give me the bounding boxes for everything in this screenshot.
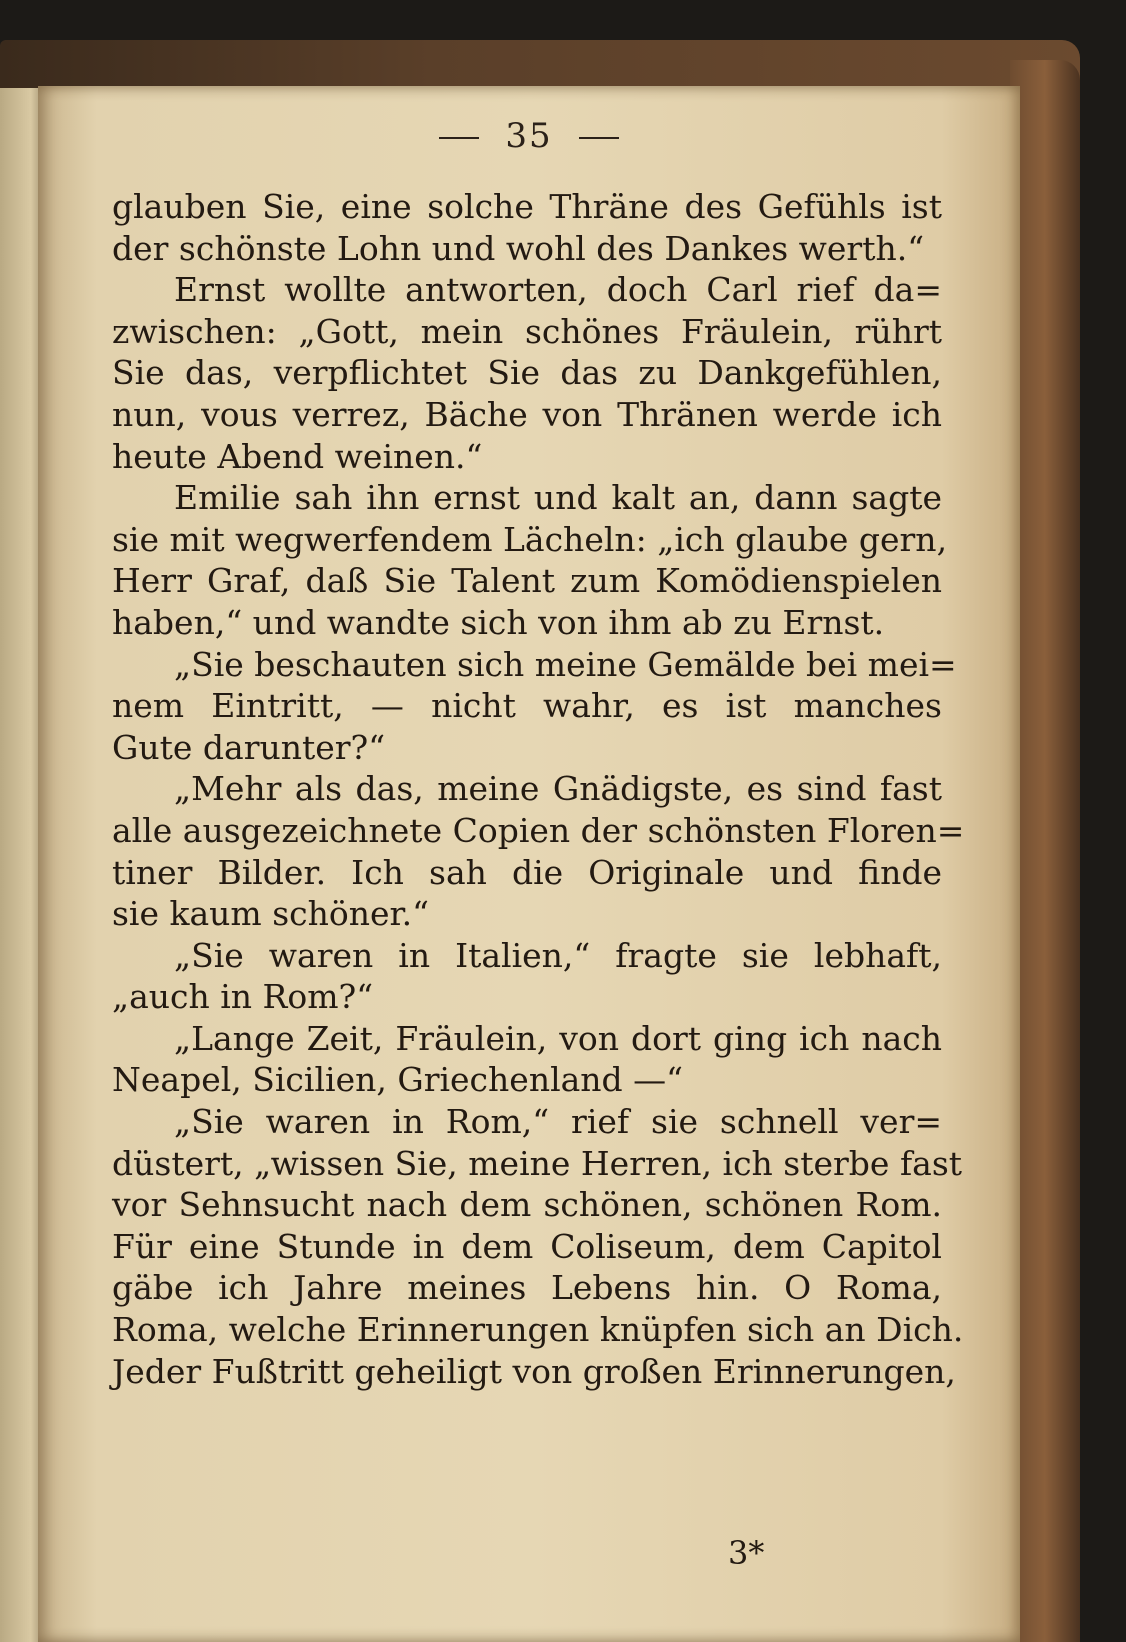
text-line: heute Abend weinen.“ [112, 436, 483, 476]
text-line: Sie das, verpflichtet Sie das zu Dankgefühlen, [112, 353, 942, 393]
text-line: der schönste Lohn und wohl des Dankes werth.“ [112, 228, 925, 268]
page-number: 35 [505, 116, 553, 156]
text-line: vor Sehnsucht nach dem schönen, schönen Rom. [112, 1185, 942, 1225]
book-spine-edge [1010, 60, 1080, 1642]
text-line: Neapel, Sicilien, Griechenland —“ [112, 1060, 684, 1100]
text-line: „Sie beschauten sich meine Gemälde bei mei= [174, 644, 957, 684]
text-line: tiner Bilder. Ich sah die Originale und finde [112, 852, 942, 892]
text-line: sie kaum schöner.“ [112, 894, 430, 934]
text-line: „Sie waren in Italien,“ fragte sie lebhaft, [174, 935, 942, 975]
text-line: Gute darunter?“ [112, 727, 386, 767]
text-line: Ernst wollte antworten, doch Carl rief da= [174, 270, 942, 310]
page-text [112, 186, 965, 1392]
text-line: zwischen: „Gott, mein schönes Fräulein, rührt [112, 311, 942, 351]
text-line: glauben Sie, eine solche Thräne des Gefühls ist [112, 187, 942, 226]
text-line: „Sie waren in Rom,“ rief sie schnell ver= [174, 1102, 942, 1142]
header-dash-left [439, 137, 479, 139]
text-line: Emilie sah ihn ernst und kalt an, dann sagte [174, 478, 942, 518]
text-line: Jeder Fußtritt geheiligt von großen Erinnerungen, [112, 1351, 956, 1391]
text-line: haben,“ und wandte sich von ihm ab zu Ernst. [112, 602, 885, 642]
signature-mark: 3* [728, 1534, 765, 1572]
text-line: nem Eintritt, — nicht wahr, es ist manches [112, 686, 942, 726]
text-line: „auch in Rom?“ [112, 977, 374, 1017]
text-line: „Mehr als das, meine Gnädigste, es sind fast [174, 769, 942, 809]
text-line: „Lange Zeit, Fräulein, von dort ging ich nach [174, 1018, 942, 1058]
text-line: sie mit wegwerfendem Lächeln: „ich glaube gern, [112, 519, 948, 559]
text-line: alle ausgezeichnete Copien der schönsten Floren= [112, 810, 965, 850]
page-header [38, 116, 1020, 156]
book-page [38, 86, 1020, 1642]
text-line: nun, vous verrez, Bäche von Thränen werde ich [112, 394, 942, 434]
text-line: Roma, welche Erinnerungen knüpfen sich an Dich. [112, 1310, 964, 1350]
text-line: Herr Graf, daß Sie Talent zum Komödienspielen [112, 561, 942, 601]
header-dash-right [579, 137, 619, 139]
text-line: Für eine Stunde in dem Coliseum, dem Capitol [112, 1226, 942, 1266]
text-line: düstert, „wissen Sie, meine Herren, ich sterbe fast [112, 1143, 963, 1183]
text-line: gäbe ich Jahre meines Lebens hin. O Roma, [112, 1268, 942, 1308]
